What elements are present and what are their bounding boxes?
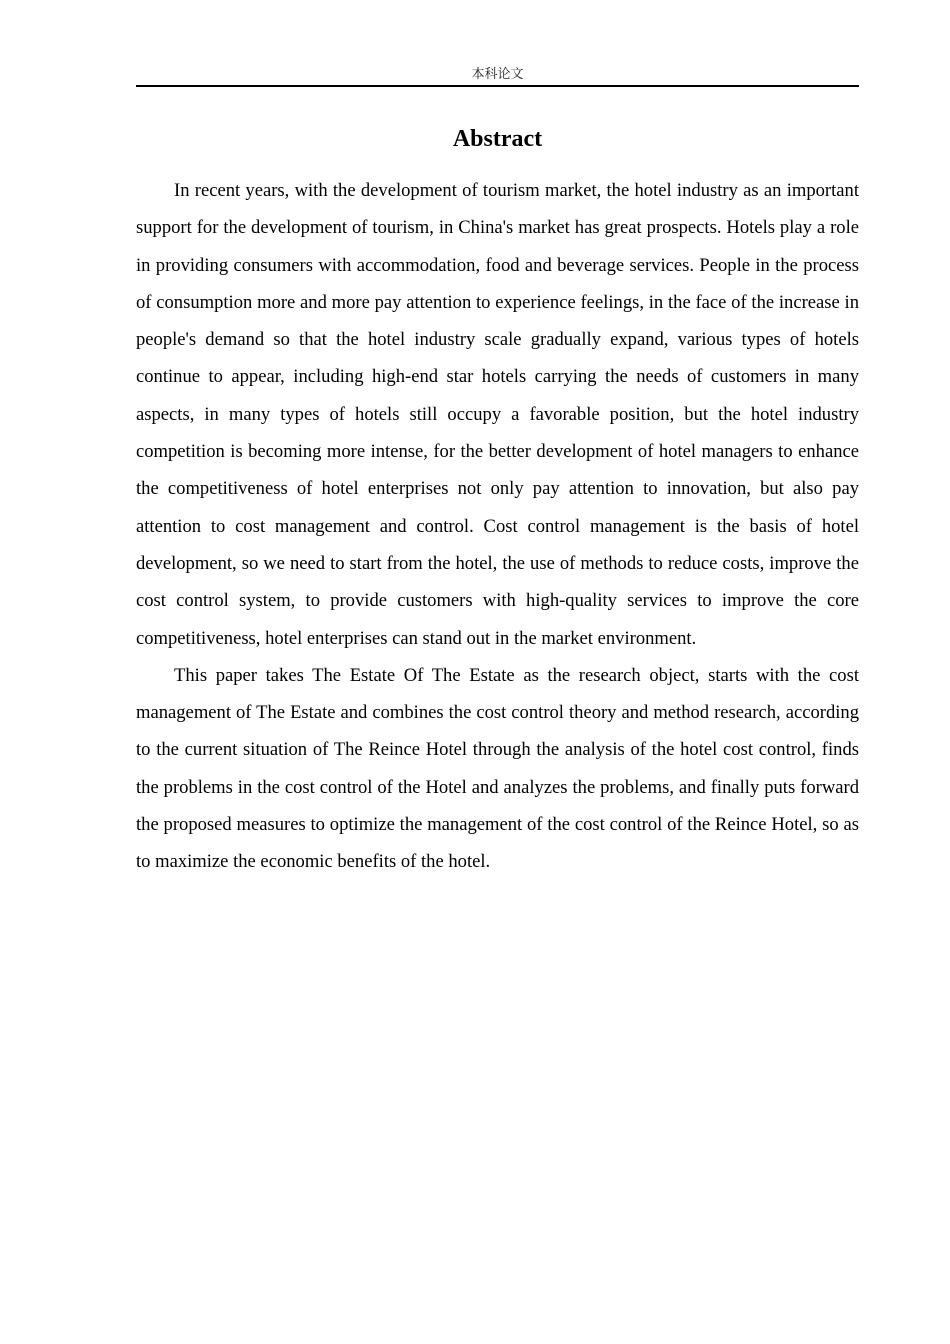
abstract-paragraph-1: In recent years, with the development of tourism market, the hotel industry as an important support for the development of tourism, in China's market has great prospects. Hotels play a role in providing consumers with accommodation, food and beverage services. People in the process of consumption more and more pay attention to experience feelings, in the face of the increase in people's demand so that the hotel industry scale gradually expand, various types of hotels continue to appear, including high-end star hotels carrying the needs of customers in many aspects, in many types of hotels still occupy a favorable position, but the hotel industry competition is becoming more intense, for the better development of hotel managers to enhance the competitiveness of hotel enterprises not only pay attention to innovation, but also pay attention to cost management and control. Cost control management is the basis of hotel development, so we need to start from the hotel, the use of methods to reduce costs, improve the cost control system, to provide customers with high-quality services to improve the core competitiveness, hotel enterprises can stand out in the market environment.: [136, 180, 859, 649]
abstract-title: Abstract: [452, 126, 543, 152]
header-rule: [136, 85, 859, 87]
abstract-body: [136, 172, 859, 881]
running-header: 本科论文: [471, 67, 524, 82]
abstract-paragraph-2: This paper takes The Estate Of The Estate as the research object, starts with the cost management of The Estate and combines the cost control theory and method research, according to the current situation of The Reince Hotel through the analysis of the hotel cost control, finds the problems in the cost control of the Hotel and analyzes the problems, and finally puts forward the proposed measures to optimize the management of the cost control of the Reince Hotel, so as to maximize the economic benefits of the hotel.: [136, 664, 859, 873]
